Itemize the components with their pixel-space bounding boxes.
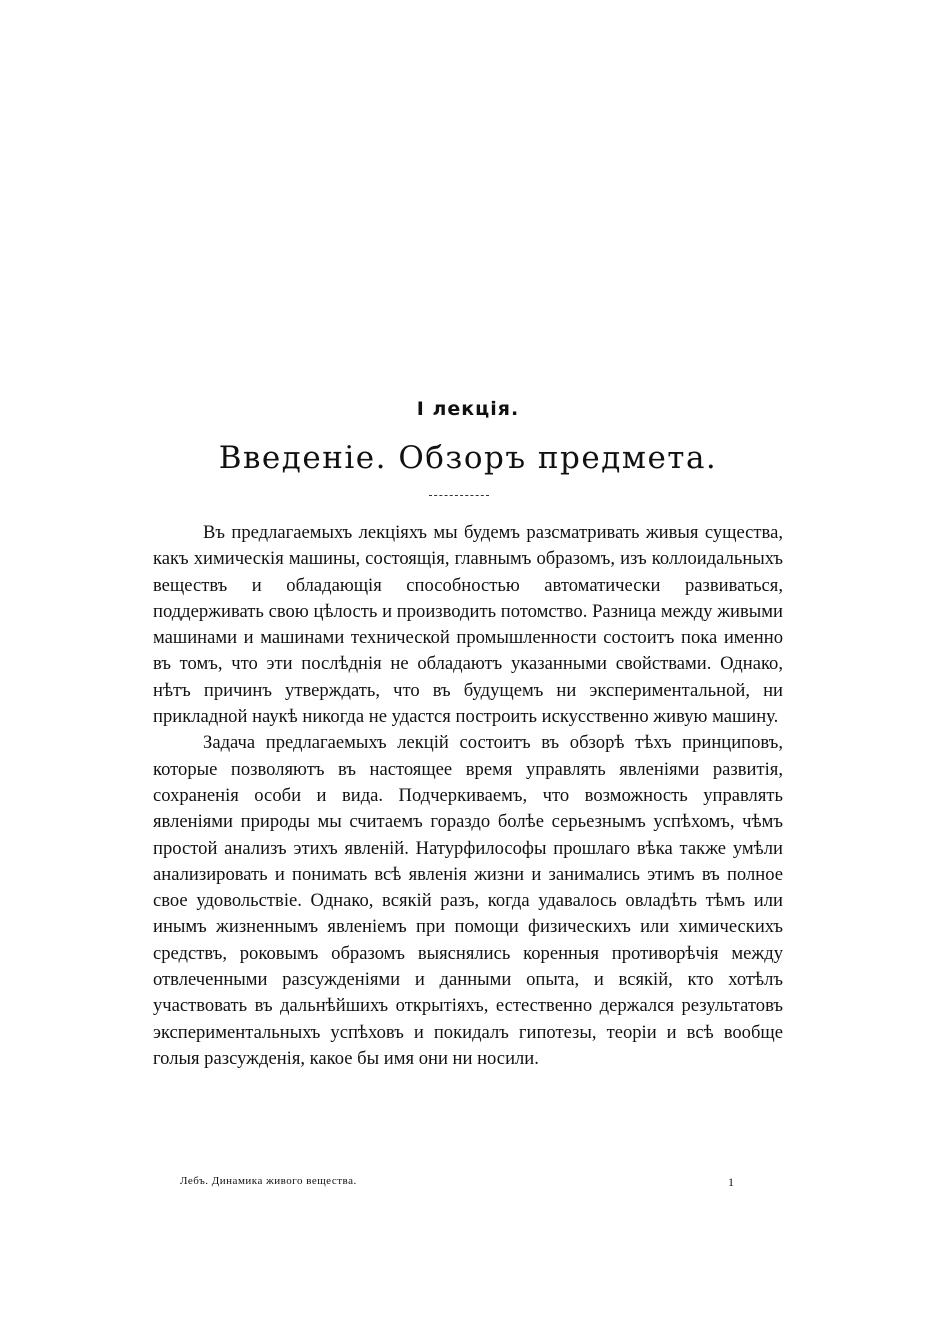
page-footer [180, 1175, 736, 1189]
paragraph-1: Въ предлагаемыхъ лекціяхъ мы будемъ разсматривать живыя существа, какъ химическія машины, состоящія, главнымъ образомъ, изъ коллоидальныхъ веществъ и обладающія способностью автоматически развиваться, поддерживать свою цѣлость и производить потомство. Разница между живыми машинами и машинами технической промышленности состоитъ пока именно въ томъ, что эти послѣднія не обладаютъ указанными свойствами. Однако, нѣтъ причинъ утверждать, что въ будущемъ ни экспериментальной, ни прикладной наукѣ никогда не удастся построить искусственно живую машину. [153, 522, 783, 728]
paragraph-2: Задача предлагаемыхъ лекцій состоитъ въ обзорѣ тѣхъ принциповъ, которые позволяютъ въ настоящее время управлять явленіями развитія, сохраненія особи и вида. Подчеркиваемъ, что возможность управлять явленіями природы мы считаемъ гораздо болѣе серьезнымъ успѣхомъ, чѣмъ простой анализъ этихъ явленій. Натурфилософы прошлаго вѣка также умѣли анализировать и понимать всѣ явленія жизни и занимались этимъ въ полное свое удовольствіе. Однако, всякій разъ, когда удавалось овладѣть тѣмъ или инымъ жизненнымъ явленіемъ при помощи физическихъ или химическихъ средствъ, роковымъ образомъ выяснялись коренныя противорѣчія между отвлеченными разсужденіями и данными опыта, и всякій, кто хотѣлъ участвовать въ дальнѣйшихъ открытіяхъ, естественно держался результатовъ экспериментальныхъ успѣховъ и покидалъ гипотезы, теоріи и всѣ вообще голыя разсужденія, какое бы имя они ни носили. [153, 732, 783, 1069]
title-divider [429, 495, 489, 496]
footer-signature: Лебъ. Динамика живого вещества. [180, 1175, 357, 1187]
body-text [153, 520, 783, 1072]
chapter-title: Введеніе. Обзоръ предмета. [218, 440, 718, 476]
lecture-number: I лекція. [416, 398, 520, 420]
sheet-number: 1 [728, 1175, 734, 1189]
